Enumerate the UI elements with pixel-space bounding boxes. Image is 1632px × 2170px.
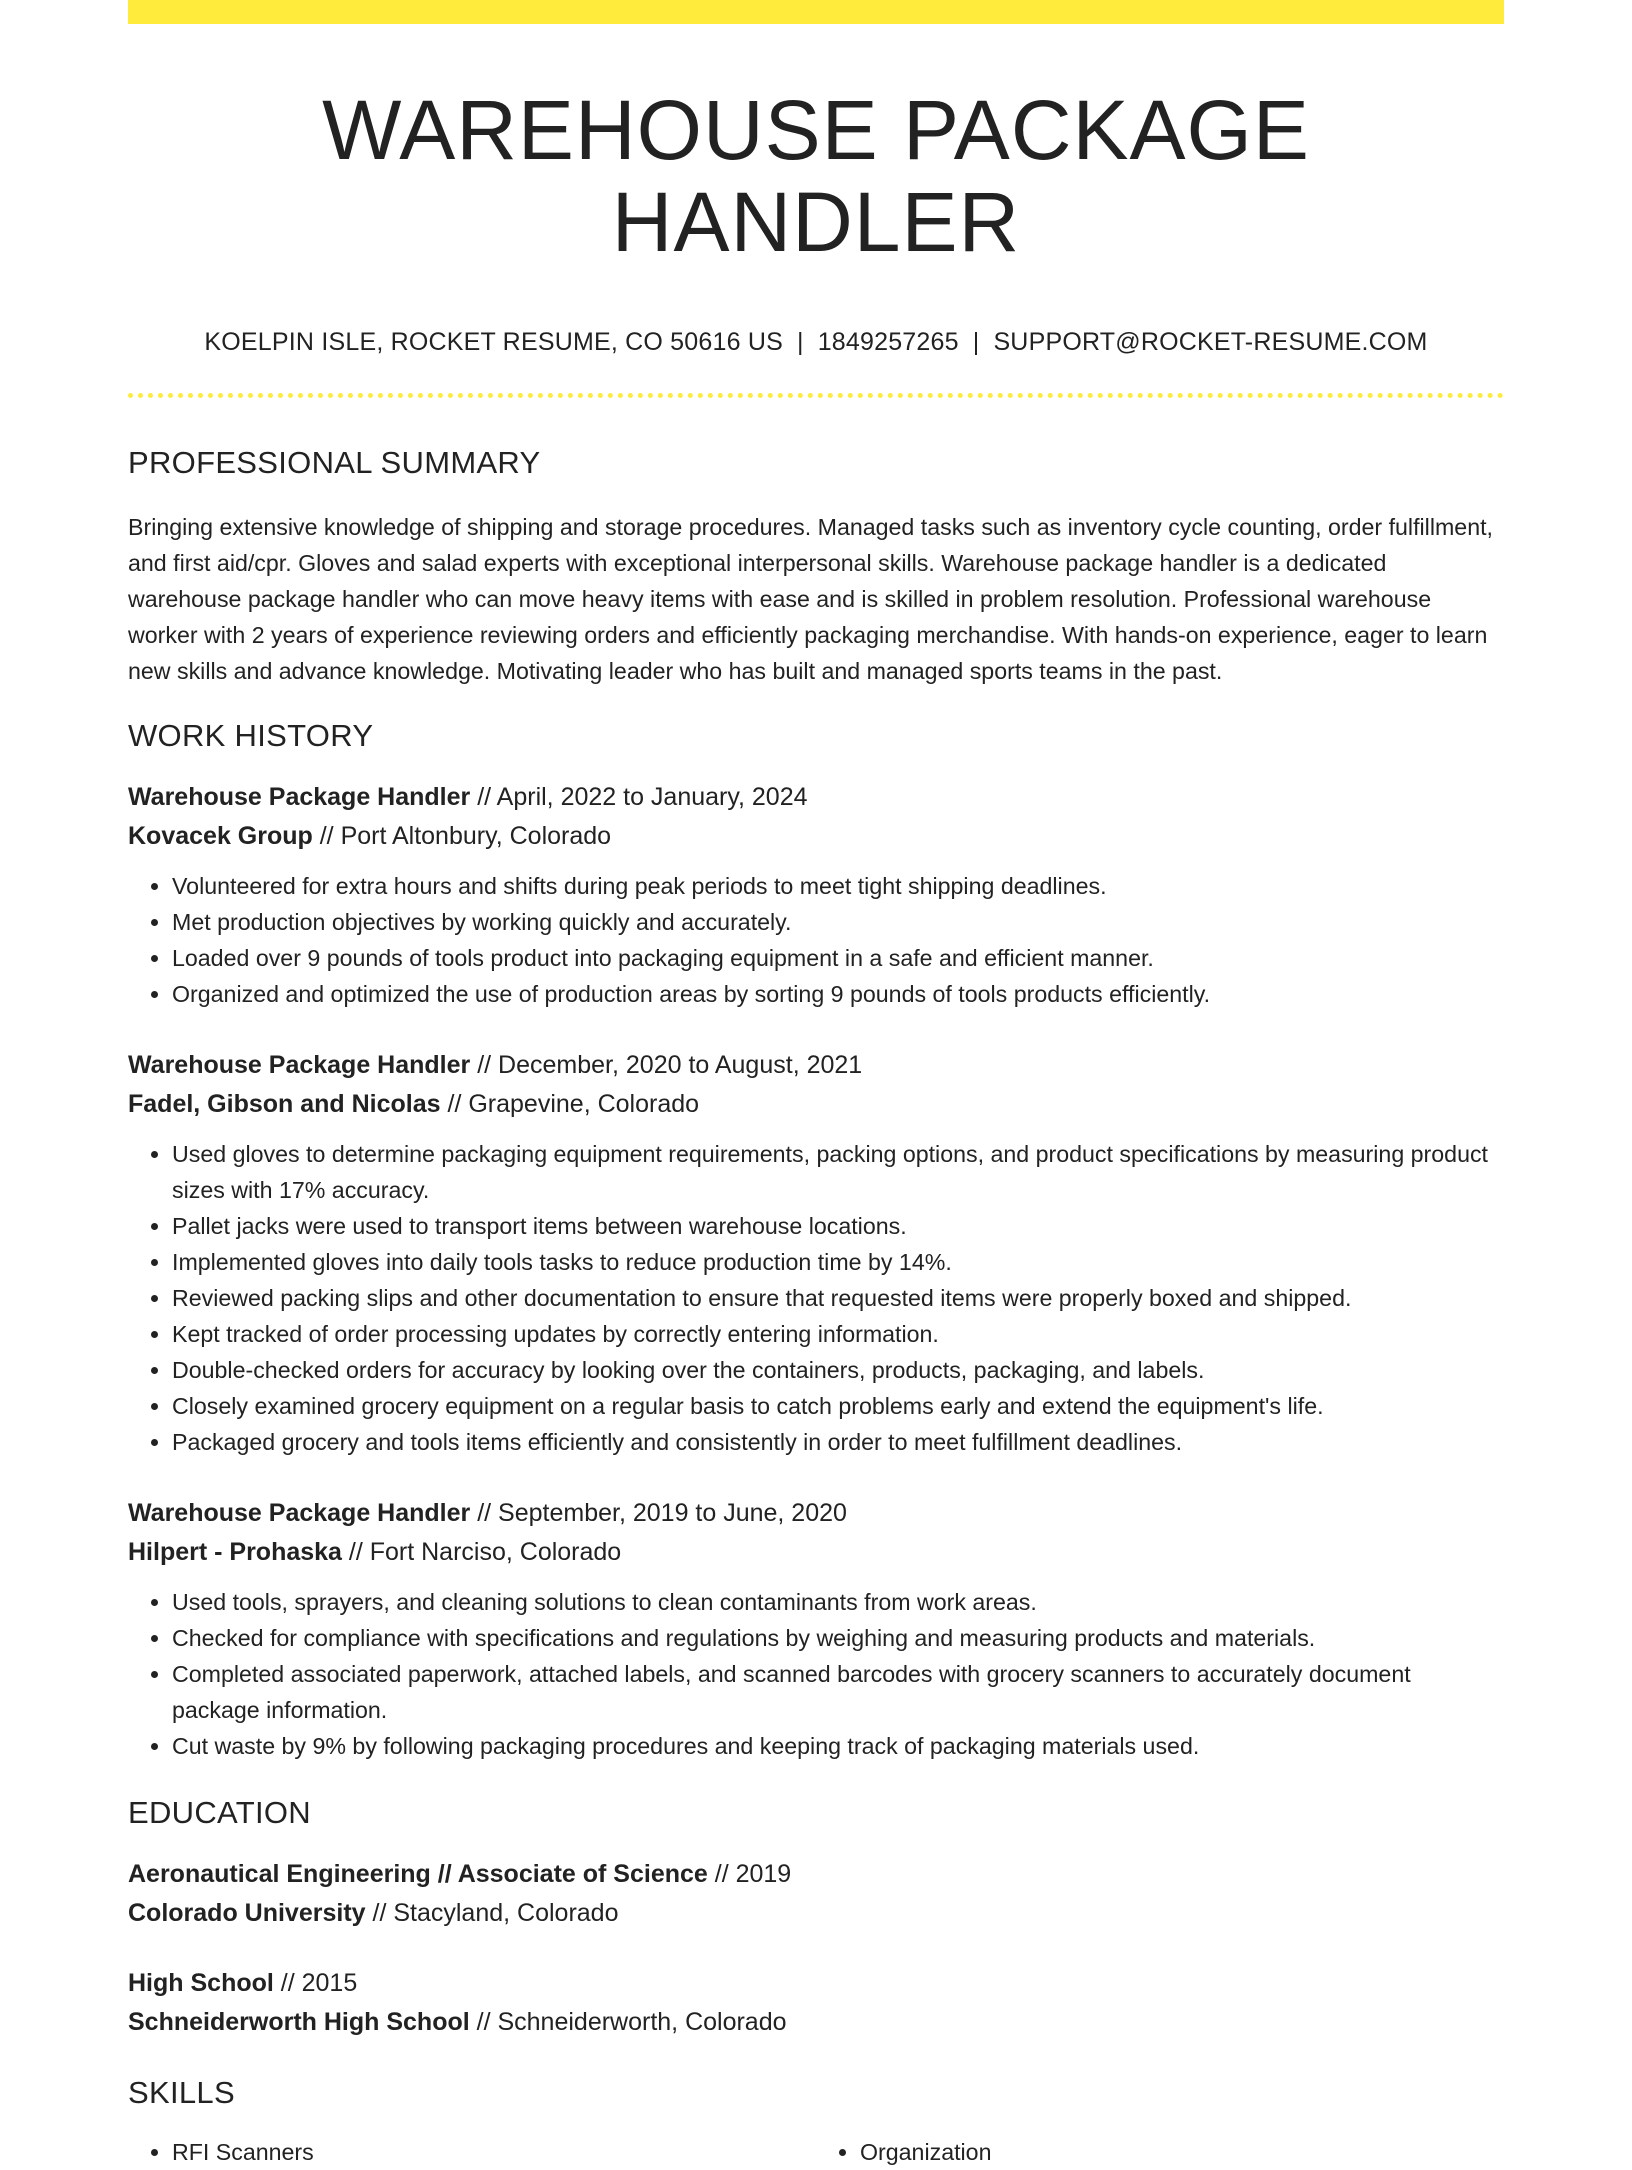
- job-title-line: [128, 1494, 1504, 1533]
- list-item: • Kept tracked of order processing updates by correctly entering information.: [172, 1316, 1504, 1352]
- education-entry: [128, 1855, 1504, 1933]
- education-location: // Schneiderworth, Colorado: [469, 2008, 787, 2037]
- contact-phone: 1849257265: [817, 327, 959, 356]
- resume-title: WAREHOUSE PACKAGE HANDLER: [322, 83, 1310, 270]
- contact-address: KOELPIN ISLE, ROCKET RESUME, CO 50616 US: [204, 327, 783, 356]
- job-location: // Fort Narciso, Colorado: [341, 1538, 622, 1567]
- job-location: // Grapevine, Colorado: [440, 1090, 700, 1119]
- education-school: Schneiderworth High School: [128, 2008, 470, 2037]
- contact-separator: |: [796, 327, 804, 356]
- dotted-divider: [128, 393, 1504, 398]
- list-item: • Completed associated paperwork, attached labels, and scanned barcodes with grocery scanners to accurately document package information.: [172, 1656, 1504, 1728]
- skills-left-list: [128, 2134, 816, 2170]
- job-company: Hilpert - Prohaska: [128, 1538, 342, 1567]
- list-item: • Packaged grocery and tools items efficiently and consistently in order to meet fulfillment deadlines.: [172, 1424, 1504, 1460]
- list-item: • Cut waste by 9% by following packaging procedures and keeping track of packaging materials used.: [172, 1728, 1504, 1764]
- job-title-line: [128, 1046, 1504, 1085]
- work-history-heading: WORK HISTORY: [128, 717, 374, 753]
- education-location: // Stacyland, Colorado: [365, 1899, 619, 1928]
- job-entry: [128, 1494, 1504, 1764]
- contact-separator: |: [972, 327, 980, 356]
- education-school: Colorado University: [128, 1899, 366, 1928]
- summary-text: Bringing extensive knowledge of shipping and storage procedures. Managed tasks such as inventory cycle counting, order fulfillment, and first aid/cpr. Gloves and salad experts with exceptional interpersonal skills. Warehouse package handler is a dedicated warehouse package handler who can move heavy items with ease and is skilled in problem resolution. Professional warehouse worker with 2 years of experience reviewing orders and efficiently packaging merchandise. With hands-on experience, eager to learn new skills and advance knowledge. Motivating leader who has built and managed sports teams in the past.: [128, 513, 1493, 684]
- job-title: Warehouse Package Handler: [128, 783, 471, 812]
- skill-item: • RFI Scanners: [172, 2134, 816, 2170]
- list-item: • Implemented gloves into daily tools tasks to reduce production time by 14%.: [172, 1244, 1504, 1280]
- contact-line: [128, 327, 1504, 357]
- education-year: // 2019: [707, 1860, 792, 1889]
- education-school-line: [128, 1894, 1504, 1933]
- job-entry: [128, 778, 1504, 1012]
- skills-right-list: [816, 2134, 1504, 2170]
- job-bullets: [128, 1136, 1504, 1460]
- skills-heading: SKILLS: [128, 2075, 235, 2111]
- list-item: • Volunteered for extra hours and shifts during peak periods to meet tight shipping deadlines.: [172, 868, 1504, 904]
- list-item: • Pallet jacks were used to transport items between warehouse locations.: [172, 1208, 1504, 1244]
- education-entry: [128, 1964, 1504, 2042]
- list-item: • Used tools, sprayers, and cleaning solutions to clean contaminants from work areas.: [172, 1584, 1504, 1620]
- summary-heading: PROFESSIONAL SUMMARY: [128, 444, 541, 480]
- job-title: Warehouse Package Handler: [128, 1051, 471, 1080]
- list-item: • Double-checked orders for accuracy by looking over the containers, products, packaging, and labels.: [172, 1352, 1504, 1388]
- education-degree: High School: [128, 1969, 274, 1998]
- list-item: • Reviewed packing slips and other documentation to ensure that requested items were properly boxed and shipped.: [172, 1280, 1504, 1316]
- list-item: • Organized and optimized the use of production areas by sorting 9 pounds of tools products efficiently.: [172, 976, 1504, 1012]
- job-dates: // December, 2020 to August, 2021: [470, 1051, 863, 1080]
- job-title: Warehouse Package Handler: [128, 1499, 471, 1528]
- skill-item: • Organization: [860, 2134, 1504, 2170]
- education-degree-line: [128, 1964, 1504, 2003]
- list-item: • Met production objectives by working quickly and accurately.: [172, 904, 1504, 940]
- education-degree-line: [128, 1855, 1504, 1894]
- resume-page: [128, 0, 1504, 2170]
- job-company-line: [128, 817, 1504, 856]
- list-item: • Checked for compliance with specifications and regulations by weighing and measuring products and materials.: [172, 1620, 1504, 1656]
- list-item: • Loaded over 9 pounds of tools product into packaging equipment in a safe and efficient manner.: [172, 940, 1504, 976]
- job-location: // Port Altonbury, Colorado: [312, 822, 612, 851]
- job-dates: // April, 2022 to January, 2024: [470, 783, 808, 812]
- top-accent-bar: [128, 0, 1504, 24]
- job-company: Fadel, Gibson and Nicolas: [128, 1090, 441, 1119]
- education-heading: EDUCATION: [128, 1795, 311, 1831]
- education-year: // 2015: [273, 1969, 358, 1998]
- job-entry: [128, 1046, 1504, 1460]
- contact-email[interactable]: SUPPORT@ROCKET-RESUME.COM: [993, 327, 1428, 356]
- job-company-line: [128, 1085, 1504, 1124]
- job-dates: // September, 2019 to June, 2020: [470, 1499, 847, 1528]
- job-bullets: [128, 868, 1504, 1012]
- list-item: • Closely examined grocery equipment on a regular basis to catch problems early and extend the equipment's life.: [172, 1388, 1504, 1424]
- job-company-line: [128, 1533, 1504, 1572]
- education-degree: Aeronautical Engineering // Associate of Science: [128, 1860, 708, 1889]
- skills-columns: [128, 2134, 1504, 2170]
- education-school-line: [128, 2003, 1504, 2042]
- job-title-line: [128, 778, 1504, 817]
- job-bullets: [128, 1584, 1504, 1764]
- job-company: Kovacek Group: [128, 822, 313, 851]
- list-item: • Used gloves to determine packaging equipment requirements, packing options, and product specifications by measuring product sizes with 17% accuracy.: [172, 1136, 1504, 1208]
